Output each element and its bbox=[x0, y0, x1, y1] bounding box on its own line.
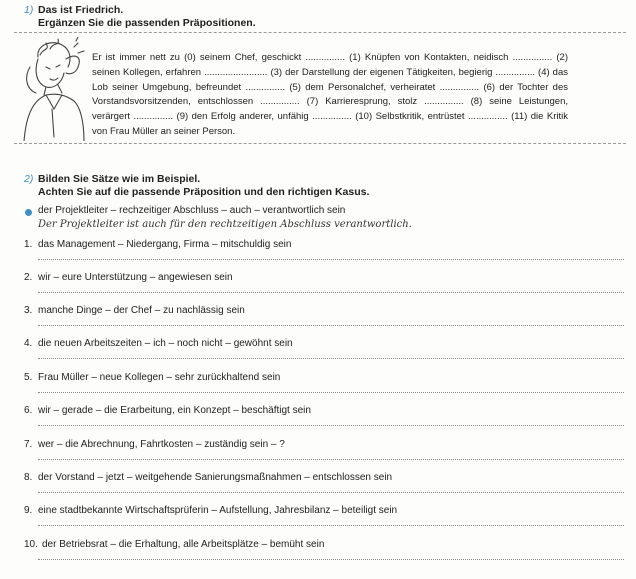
exercise-1-number: 1) bbox=[24, 4, 34, 16]
item-text: manche Dinge – der Chef – zu nachlässig sein bbox=[38, 305, 245, 316]
list-item bbox=[24, 372, 281, 400]
exercise-2-number: 2) bbox=[24, 173, 34, 185]
item-text: wer – die Abrechnung, Fahrtkosten – zuständig sein – ? bbox=[38, 439, 285, 450]
answer-line[interactable] bbox=[38, 492, 624, 493]
exercise-2-header bbox=[24, 173, 369, 199]
answer-line[interactable] bbox=[38, 425, 624, 426]
exercise-1-title-line bbox=[24, 4, 256, 17]
answer-line[interactable] bbox=[38, 392, 624, 393]
exercise-2-instruction: Achten Sie auf die passende Präposition und den richtigen Kasus. bbox=[38, 186, 370, 198]
list-item bbox=[24, 272, 233, 300]
answer-line[interactable] bbox=[38, 292, 624, 293]
item-number: 2. bbox=[24, 272, 33, 283]
answer-line[interactable] bbox=[38, 325, 624, 326]
list-item bbox=[24, 539, 325, 567]
item-text: wir – gerade – die Erarbeitung, ein Konzept – beschäftigt sein bbox=[38, 405, 311, 416]
item-number: 5. bbox=[24, 372, 33, 383]
item-number: 10. bbox=[24, 539, 38, 550]
item-text: eine stadtbekannte Wirtschaftsprüferin – Aufstellung, Jahresbilanz – beteiligt sein bbox=[38, 505, 398, 516]
list-item bbox=[24, 472, 393, 500]
answer-line[interactable] bbox=[38, 525, 624, 526]
exercise-1-title: Das ist Friedrich. bbox=[38, 4, 124, 16]
item-text: wir – eure Unterstützung – angewiesen sein bbox=[38, 272, 233, 283]
stressed-man-illustration-icon bbox=[16, 37, 94, 141]
example-bullet-icon bbox=[25, 209, 32, 216]
item-text: Frau Müller – neue Kollegen – sehr zurückhaltend sein bbox=[38, 372, 281, 383]
item-number: 7. bbox=[24, 439, 33, 450]
example-answer: Der Projektleiter ist auch für den rechtzeitigen Abschluss verantwortlich. bbox=[38, 219, 412, 230]
exercise-2-title: Bilden Sie Sätze wie im Beispiel. bbox=[38, 173, 201, 185]
example-prompt: der Projektleiter – rechzeitiger Abschluss – auch – verantwortlich sein bbox=[38, 205, 346, 216]
list-item bbox=[24, 305, 245, 333]
list-item bbox=[24, 505, 398, 533]
exercise-1-instruction: Ergänzen Sie die passenden Präpositionen. bbox=[38, 17, 256, 29]
list-item bbox=[24, 439, 285, 467]
item-number: 9. bbox=[24, 505, 33, 516]
item-text: der Betriebsrat – die Erhaltung, alle Arbeitsplätze – bemüht sein bbox=[42, 539, 325, 550]
item-number: 6. bbox=[24, 405, 33, 416]
item-number: 3. bbox=[24, 305, 33, 316]
exercise-1-gap-text: Er ist immer nett zu (0) seinem Chef, geschickt ............... (1) Knüpfen von Kontakten, neidisch ............... (2) seinen Kollegen, erfahren ........................ (3) der Darstellung der eigenen Tätigkeiten, begierig ............... (4) das Lob seiner Umgebung, befreundet ............... (5) dem Personalchef, verheiratet ............... (6) der Tochter des Vorstandsvorsitzenden, entschlossen ............... (7) Karrieresprung, stolz ............... (8) seine Leistungen, verärgert ............... (9) den Erfolg anderer, unfähig ............... (10) Selbstkritik, entrüstet ............... (11) die Kritik von Frau Müller an seiner Person. bbox=[92, 52, 568, 137]
item-text: der Vorstand – jetzt – weitgehende Sanierungsmaßnahmen – entschlossen sein bbox=[38, 472, 393, 483]
list-item bbox=[24, 239, 292, 267]
item-text: die neuen Arbeitszeiten – ich – noch nicht – gewöhnt sein bbox=[38, 338, 293, 349]
item-text: das Management – Niedergang, Firma – mitschuldig sein bbox=[38, 239, 292, 250]
answer-line[interactable] bbox=[38, 259, 624, 260]
answer-line[interactable] bbox=[38, 559, 624, 560]
list-item bbox=[24, 405, 311, 433]
item-number: 4. bbox=[24, 338, 33, 349]
item-number: 8. bbox=[24, 472, 33, 483]
exercise-1-header bbox=[24, 4, 256, 30]
exercise-1-text-box bbox=[14, 32, 626, 144]
answer-line[interactable] bbox=[38, 459, 624, 460]
exercise-2-title-line bbox=[24, 173, 369, 186]
answer-line[interactable] bbox=[38, 358, 624, 359]
item-number: 1. bbox=[24, 239, 33, 250]
list-item bbox=[24, 338, 293, 366]
